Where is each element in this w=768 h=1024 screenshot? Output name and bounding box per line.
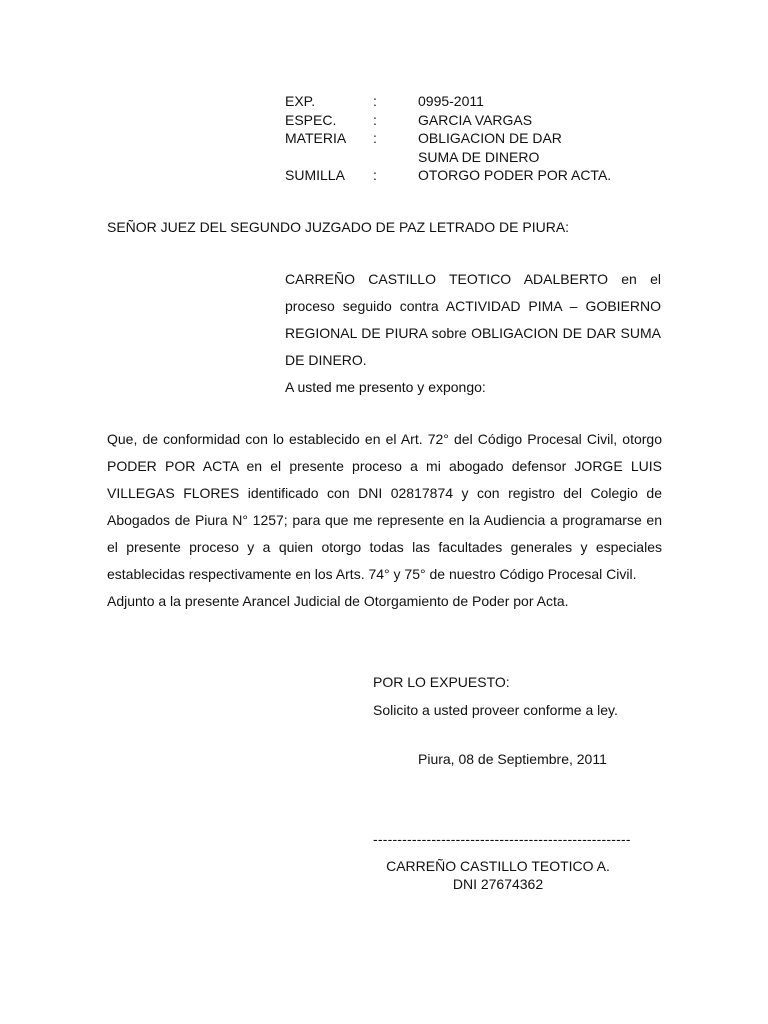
header-value: OBLIGACION DE DAR [418,130,562,146]
header-colon: : [373,111,377,128]
header-key: ESPEC. [285,111,337,128]
place-date: Piura, 08 de Septiembre, 2011 [418,751,607,767]
header-row-espec [285,111,685,130]
header-key: SUMILLA [285,167,345,183]
signer-dni: DNI 27674362 [452,876,544,892]
header-value: GARCIA VARGAS [418,111,533,128]
header-row-materia-cont [285,148,685,167]
closing-request: Solicito a usted proveer conforme a ley. [373,702,618,718]
addressee: SEÑOR JUEZ DEL SEGUNDO JUZGADO DE PAZ LETRADO DE PIURA: [107,219,570,235]
header-row-materia [285,129,685,148]
header-value: 0995-2011 [418,93,484,109]
header-colon: : [373,93,377,109]
intro-present: A usted me presento y expongo: [285,379,486,395]
signature-block [373,857,623,893]
signature-line: ----------------------------------------------------- [373,831,631,847]
intro-paragraph: CARREÑO CASTILLO TEOTICO ADALBERTO en el proceso seguido contra ACTIVIDAD PIMA – GOBIERNO REGIONAL DE PIURA sobre OBLIGACION DE DAR SUMA DE DINERO. [285,271,661,368]
header-row-exp [285,92,685,111]
header-value: SUMA DE DINERO [418,148,540,165]
header-colon: : [373,167,377,183]
header-row-sumilla [285,166,685,185]
case-header [285,92,685,185]
closing-heading: POR LO EXPUESTO: [373,674,510,690]
header-key: MATERIA [285,130,347,146]
header-colon: : [373,130,377,146]
body-block [107,426,662,615]
header-key: EXP. [285,93,316,109]
signer-name: CARREÑO CASTILLO TEOTICO A. [386,858,610,874]
body-annex: Adjunto a la presente Arancel Judicial de Otorgamiento de Poder por Acta. [107,593,569,609]
body-main-paragraph: Que, de conformidad con lo establecido en el Art. 72° del Código Procesal Civil, otorgo PODER POR ACTA en el presente proceso a mi abogado defensor JORGE LUIS VILLEGAS FLORES identificado con DNI 02817874 y con registro del Colegio de Abogados de Piura N° 1257; para que me represente en la Audiencia a programarse en el presente proceso y a quien otorgo todas las facultades generales y especiales establecidas respectivamente en los Arts. 74° y 75° de nuestro Código Procesal Civil. [107,431,662,582]
intro-block [285,266,661,401]
header-value: OTORGO PODER POR ACTA. [418,167,612,183]
closing-block [373,668,673,724]
